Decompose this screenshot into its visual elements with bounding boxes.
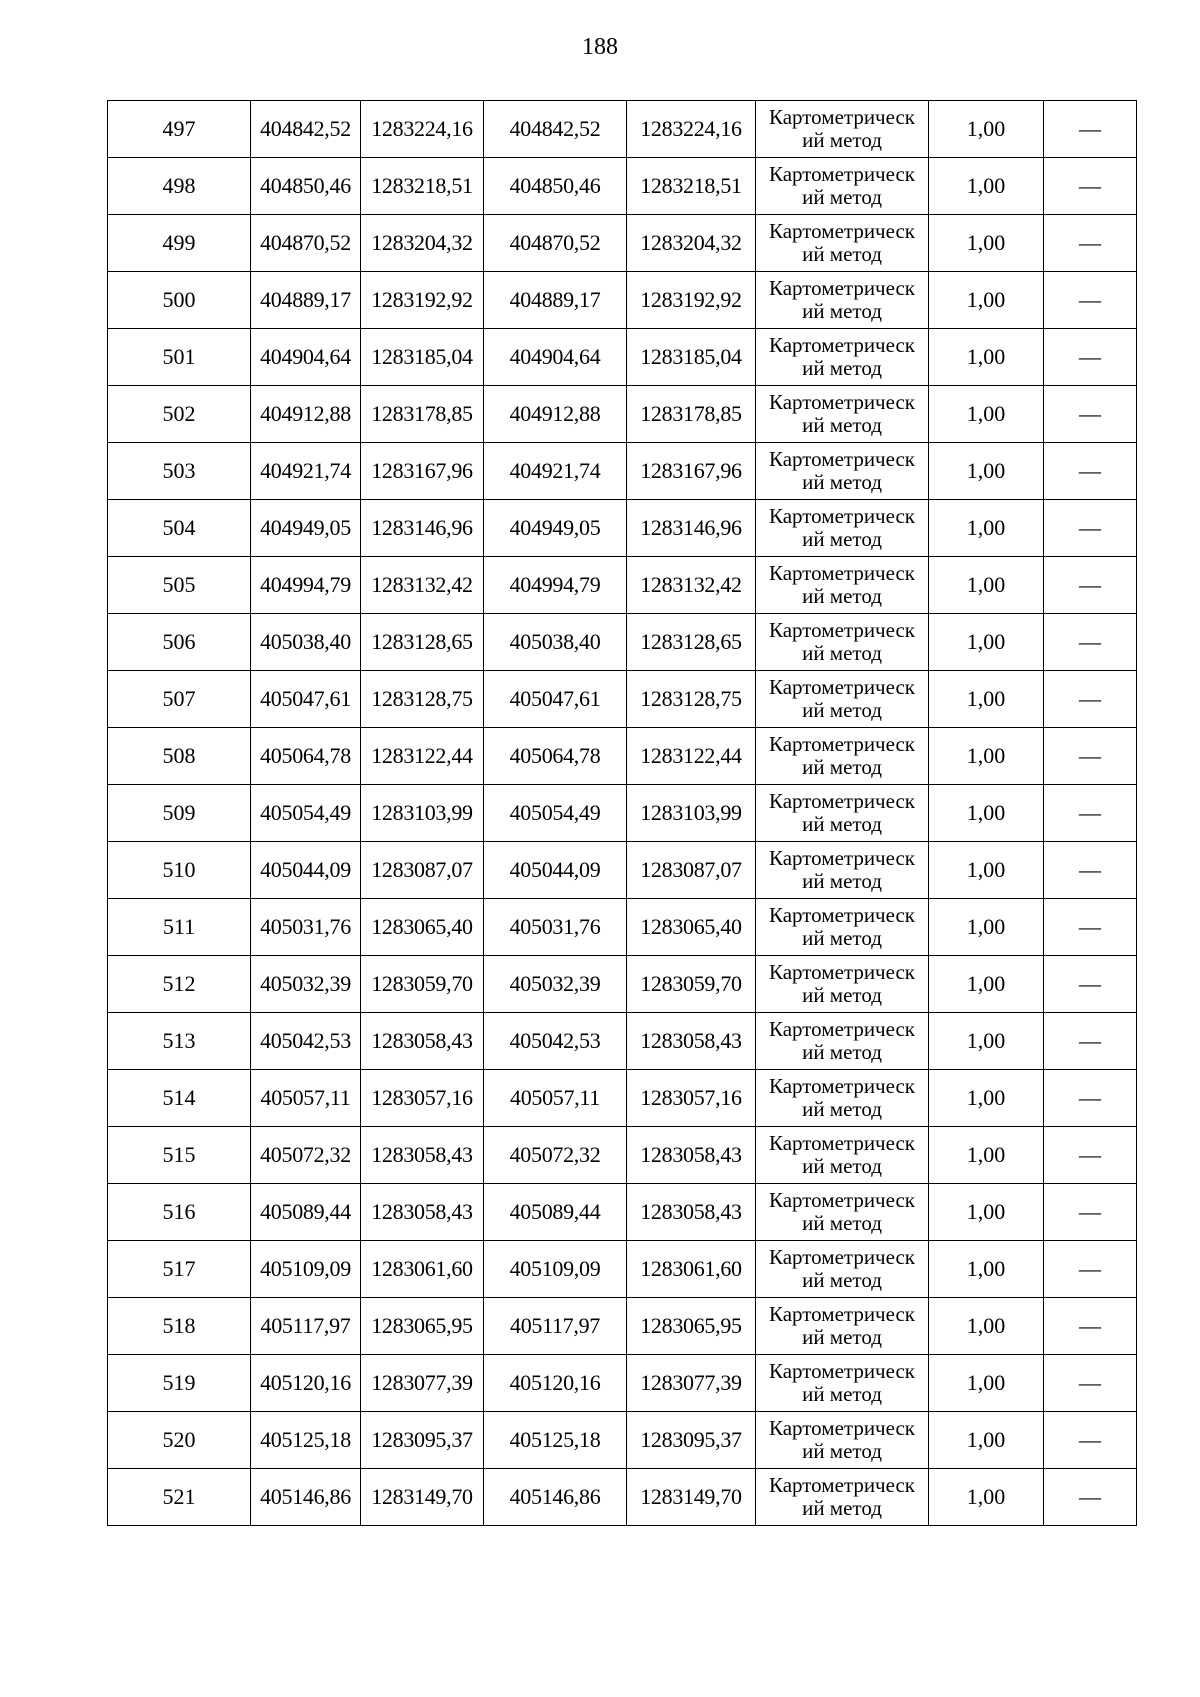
- point-number-cell: 516: [108, 1184, 251, 1241]
- method-cell: [756, 1469, 929, 1526]
- method-label-line1: Картометрическ: [769, 1359, 915, 1383]
- x-existing-cell: 405032,39: [251, 956, 361, 1013]
- point-number-cell: 517: [108, 1241, 251, 1298]
- table-row: [108, 1127, 1137, 1184]
- description-cell: —: [1044, 215, 1137, 272]
- point-number-cell: 504: [108, 500, 251, 557]
- point-number-cell: 515: [108, 1127, 251, 1184]
- precision-cell: 1,00: [929, 1412, 1044, 1469]
- method-cell: [756, 1298, 929, 1355]
- y-existing-cell: 1283095,37: [361, 1412, 484, 1469]
- description-cell: —: [1044, 101, 1137, 158]
- description-cell: —: [1044, 899, 1137, 956]
- table-row: [108, 272, 1137, 329]
- point-number-cell: 507: [108, 671, 251, 728]
- method-label-line1: Картометрическ: [769, 1017, 915, 1041]
- method-label-line1: Картометрическ: [769, 561, 915, 585]
- point-number-cell: 509: [108, 785, 251, 842]
- method-label-line2: ий метод: [802, 1496, 882, 1520]
- y-existing-cell: 1283058,43: [361, 1013, 484, 1070]
- description-cell: —: [1044, 842, 1137, 899]
- method-label-line2: ий метод: [802, 1268, 882, 1292]
- method-label-line2: ий метод: [802, 641, 882, 665]
- point-number-cell: 512: [108, 956, 251, 1013]
- method-label-line1: Картометрическ: [769, 105, 915, 129]
- point-number-cell: 510: [108, 842, 251, 899]
- x-existing-cell: 404921,74: [251, 443, 361, 500]
- x-new-cell: 405064,78: [484, 728, 627, 785]
- point-number-cell: 499: [108, 215, 251, 272]
- y-new-cell: 1283122,44: [627, 728, 756, 785]
- description-cell: —: [1044, 1412, 1137, 1469]
- method-cell: [756, 443, 929, 500]
- description-cell: —: [1044, 671, 1137, 728]
- method-label-line2: ий метод: [802, 812, 882, 836]
- x-new-cell: 405146,86: [484, 1469, 627, 1526]
- table-row: [108, 386, 1137, 443]
- method-label-line1: Картометрическ: [769, 1188, 915, 1212]
- precision-cell: 1,00: [929, 1013, 1044, 1070]
- point-number-cell: 521: [108, 1469, 251, 1526]
- table-row: [108, 158, 1137, 215]
- x-existing-cell: 405044,09: [251, 842, 361, 899]
- method-label-line1: Картометрическ: [769, 675, 915, 699]
- point-number-cell: 506: [108, 614, 251, 671]
- y-existing-cell: 1283122,44: [361, 728, 484, 785]
- point-number-cell: 513: [108, 1013, 251, 1070]
- y-existing-cell: 1283224,16: [361, 101, 484, 158]
- table-row: [108, 500, 1137, 557]
- y-existing-cell: 1283218,51: [361, 158, 484, 215]
- y-new-cell: 1283167,96: [627, 443, 756, 500]
- x-new-cell: 404842,52: [484, 101, 627, 158]
- method-label-line1: Картометрическ: [769, 276, 915, 300]
- y-new-cell: 1283065,40: [627, 899, 756, 956]
- y-existing-cell: 1283167,96: [361, 443, 484, 500]
- y-new-cell: 1283077,39: [627, 1355, 756, 1412]
- method-label-line2: ий метод: [802, 983, 882, 1007]
- x-new-cell: 404850,46: [484, 158, 627, 215]
- point-number-cell: 514: [108, 1070, 251, 1127]
- y-existing-cell: 1283065,95: [361, 1298, 484, 1355]
- x-new-cell: 405120,16: [484, 1355, 627, 1412]
- method-cell: [756, 557, 929, 614]
- method-cell: [756, 1127, 929, 1184]
- x-existing-cell: 405120,16: [251, 1355, 361, 1412]
- description-cell: —: [1044, 1298, 1137, 1355]
- x-new-cell: 405044,09: [484, 842, 627, 899]
- x-existing-cell: 404889,17: [251, 272, 361, 329]
- method-label-line1: Картометрическ: [769, 789, 915, 813]
- precision-cell: 1,00: [929, 158, 1044, 215]
- table-row: [108, 1070, 1137, 1127]
- x-existing-cell: 404870,52: [251, 215, 361, 272]
- table-row: [108, 728, 1137, 785]
- y-existing-cell: 1283065,40: [361, 899, 484, 956]
- method-label-line2: ий метод: [802, 1154, 882, 1178]
- x-existing-cell: 405089,44: [251, 1184, 361, 1241]
- y-existing-cell: 1283087,07: [361, 842, 484, 899]
- y-new-cell: 1283132,42: [627, 557, 756, 614]
- method-label-line1: Картометрическ: [769, 1302, 915, 1326]
- table-row: [108, 557, 1137, 614]
- y-existing-cell: 1283061,60: [361, 1241, 484, 1298]
- table-row: [108, 785, 1137, 842]
- method-label-line1: Картометрическ: [769, 390, 915, 414]
- description-cell: —: [1044, 329, 1137, 386]
- y-new-cell: 1283103,99: [627, 785, 756, 842]
- description-cell: —: [1044, 557, 1137, 614]
- precision-cell: 1,00: [929, 956, 1044, 1013]
- x-new-cell: 404994,79: [484, 557, 627, 614]
- table-row: [108, 1355, 1137, 1412]
- method-label-line2: ий метод: [802, 185, 882, 209]
- y-existing-cell: 1283146,96: [361, 500, 484, 557]
- x-existing-cell: 404850,46: [251, 158, 361, 215]
- precision-cell: 1,00: [929, 1298, 1044, 1355]
- x-new-cell: 405042,53: [484, 1013, 627, 1070]
- precision-cell: 1,00: [929, 386, 1044, 443]
- precision-cell: 1,00: [929, 1184, 1044, 1241]
- method-label-line1: Картометрическ: [769, 219, 915, 243]
- description-cell: —: [1044, 272, 1137, 329]
- table-row: [108, 1013, 1137, 1070]
- precision-cell: 1,00: [929, 329, 1044, 386]
- precision-cell: 1,00: [929, 671, 1044, 728]
- method-label-line2: ий метод: [802, 470, 882, 494]
- y-new-cell: 1283192,92: [627, 272, 756, 329]
- point-number-cell: 502: [108, 386, 251, 443]
- y-new-cell: 1283061,60: [627, 1241, 756, 1298]
- table-row: [108, 215, 1137, 272]
- method-label-line1: Картометрическ: [769, 1416, 915, 1440]
- table-row: [108, 614, 1137, 671]
- description-cell: —: [1044, 1127, 1137, 1184]
- y-new-cell: 1283204,32: [627, 215, 756, 272]
- point-number-cell: 505: [108, 557, 251, 614]
- point-number-cell: 518: [108, 1298, 251, 1355]
- precision-cell: 1,00: [929, 614, 1044, 671]
- table-row: [108, 1241, 1137, 1298]
- method-cell: [756, 101, 929, 158]
- x-existing-cell: 405038,40: [251, 614, 361, 671]
- y-existing-cell: 1283149,70: [361, 1469, 484, 1526]
- x-new-cell: 405054,49: [484, 785, 627, 842]
- method-label-line2: ий метод: [802, 1211, 882, 1235]
- precision-cell: 1,00: [929, 500, 1044, 557]
- description-cell: —: [1044, 500, 1137, 557]
- method-cell: [756, 329, 929, 386]
- method-label-line1: Картометрическ: [769, 960, 915, 984]
- method-cell: [756, 272, 929, 329]
- y-existing-cell: 1283058,43: [361, 1184, 484, 1241]
- point-number-cell: 497: [108, 101, 251, 158]
- method-label-line1: Картометрическ: [769, 447, 915, 471]
- precision-cell: 1,00: [929, 1070, 1044, 1127]
- x-new-cell: 405109,09: [484, 1241, 627, 1298]
- table-row: [108, 329, 1137, 386]
- description-cell: —: [1044, 1070, 1137, 1127]
- y-new-cell: 1283059,70: [627, 956, 756, 1013]
- method-label-line1: Картометрическ: [769, 903, 915, 927]
- x-new-cell: 405047,61: [484, 671, 627, 728]
- description-cell: —: [1044, 1355, 1137, 1412]
- method-cell: [756, 1013, 929, 1070]
- point-number-cell: 519: [108, 1355, 251, 1412]
- y-new-cell: 1283065,95: [627, 1298, 756, 1355]
- method-cell: [756, 1412, 929, 1469]
- y-new-cell: 1283058,43: [627, 1127, 756, 1184]
- precision-cell: 1,00: [929, 1241, 1044, 1298]
- x-existing-cell: 405042,53: [251, 1013, 361, 1070]
- precision-cell: 1,00: [929, 899, 1044, 956]
- x-existing-cell: 405117,97: [251, 1298, 361, 1355]
- precision-cell: 1,00: [929, 842, 1044, 899]
- precision-cell: 1,00: [929, 443, 1044, 500]
- table-row: [108, 1298, 1137, 1355]
- point-number-cell: 500: [108, 272, 251, 329]
- method-label-line1: Картометрическ: [769, 1473, 915, 1497]
- y-existing-cell: 1283128,65: [361, 614, 484, 671]
- method-label-line1: Картометрическ: [769, 1074, 915, 1098]
- table-row: [108, 899, 1137, 956]
- precision-cell: 1,00: [929, 1355, 1044, 1412]
- precision-cell: 1,00: [929, 728, 1044, 785]
- table-row: [108, 101, 1137, 158]
- x-existing-cell: 404904,64: [251, 329, 361, 386]
- y-existing-cell: 1283132,42: [361, 557, 484, 614]
- point-number-cell: 501: [108, 329, 251, 386]
- description-cell: —: [1044, 956, 1137, 1013]
- table-row: [108, 1469, 1137, 1526]
- y-existing-cell: 1283185,04: [361, 329, 484, 386]
- method-label-line1: Картометрическ: [769, 846, 915, 870]
- method-cell: [756, 386, 929, 443]
- method-cell: [756, 1184, 929, 1241]
- precision-cell: 1,00: [929, 101, 1044, 158]
- x-existing-cell: 405064,78: [251, 728, 361, 785]
- method-label-line1: Картометрическ: [769, 732, 915, 756]
- method-cell: [756, 842, 929, 899]
- y-existing-cell: 1283192,92: [361, 272, 484, 329]
- description-cell: —: [1044, 1469, 1137, 1526]
- x-new-cell: 405038,40: [484, 614, 627, 671]
- x-new-cell: 405117,97: [484, 1298, 627, 1355]
- description-cell: —: [1044, 1013, 1137, 1070]
- y-new-cell: 1283185,04: [627, 329, 756, 386]
- point-number-cell: 508: [108, 728, 251, 785]
- method-label-line1: Картометрическ: [769, 618, 915, 642]
- method-cell: [756, 785, 929, 842]
- method-label-line2: ий метод: [802, 584, 882, 608]
- y-new-cell: 1283057,16: [627, 1070, 756, 1127]
- y-new-cell: 1283058,43: [627, 1184, 756, 1241]
- method-label-line1: Картометрическ: [769, 162, 915, 186]
- x-new-cell: 405089,44: [484, 1184, 627, 1241]
- method-label-line2: ий метод: [802, 698, 882, 722]
- precision-cell: 1,00: [929, 215, 1044, 272]
- precision-cell: 1,00: [929, 785, 1044, 842]
- table-row: [108, 1184, 1137, 1241]
- y-new-cell: 1283128,75: [627, 671, 756, 728]
- precision-cell: 1,00: [929, 1127, 1044, 1184]
- description-cell: —: [1044, 1184, 1137, 1241]
- y-new-cell: 1283146,96: [627, 500, 756, 557]
- method-label-line1: Картометрическ: [769, 1131, 915, 1155]
- y-existing-cell: 1283058,43: [361, 1127, 484, 1184]
- method-label-line2: ий метод: [802, 527, 882, 551]
- x-new-cell: 404870,52: [484, 215, 627, 272]
- y-new-cell: 1283087,07: [627, 842, 756, 899]
- y-existing-cell: 1283077,39: [361, 1355, 484, 1412]
- description-cell: —: [1044, 728, 1137, 785]
- method-cell: [756, 614, 929, 671]
- method-cell: [756, 728, 929, 785]
- method-label-line2: ий метод: [802, 299, 882, 323]
- x-existing-cell: 405047,61: [251, 671, 361, 728]
- table-row: [108, 443, 1137, 500]
- x-existing-cell: 405057,11: [251, 1070, 361, 1127]
- x-existing-cell: 404842,52: [251, 101, 361, 158]
- method-cell: [756, 500, 929, 557]
- method-label-line1: Картометрическ: [769, 1245, 915, 1269]
- precision-cell: 1,00: [929, 1469, 1044, 1526]
- y-existing-cell: 1283057,16: [361, 1070, 484, 1127]
- x-new-cell: 405032,39: [484, 956, 627, 1013]
- point-number-cell: 498: [108, 158, 251, 215]
- y-new-cell: 1283095,37: [627, 1412, 756, 1469]
- x-existing-cell: 404912,88: [251, 386, 361, 443]
- method-cell: [756, 1070, 929, 1127]
- method-label-line2: ий метод: [802, 1325, 882, 1349]
- method-cell: [756, 671, 929, 728]
- table-row: [108, 842, 1137, 899]
- method-cell: [756, 899, 929, 956]
- description-cell: —: [1044, 614, 1137, 671]
- method-cell: [756, 158, 929, 215]
- x-new-cell: 405057,11: [484, 1070, 627, 1127]
- method-label-line2: ий метод: [802, 869, 882, 893]
- method-label-line2: ий метод: [802, 413, 882, 437]
- x-new-cell: 405031,76: [484, 899, 627, 956]
- x-new-cell: 405072,32: [484, 1127, 627, 1184]
- method-label-line2: ий метод: [802, 1040, 882, 1064]
- x-new-cell: 404949,05: [484, 500, 627, 557]
- x-new-cell: 404912,88: [484, 386, 627, 443]
- method-label-line2: ий метод: [802, 242, 882, 266]
- point-number-cell: 503: [108, 443, 251, 500]
- coordinates-table: [107, 100, 1137, 1526]
- y-new-cell: 1283058,43: [627, 1013, 756, 1070]
- method-label-line2: ий метод: [802, 1097, 882, 1121]
- y-new-cell: 1283224,16: [627, 101, 756, 158]
- method-cell: [756, 1355, 929, 1412]
- method-label-line2: ий метод: [802, 1382, 882, 1406]
- y-new-cell: 1283149,70: [627, 1469, 756, 1526]
- table-row: [108, 1412, 1137, 1469]
- point-number-cell: 511: [108, 899, 251, 956]
- page-number: 188: [582, 34, 618, 60]
- method-label-line2: ий метод: [802, 1439, 882, 1463]
- y-existing-cell: 1283103,99: [361, 785, 484, 842]
- x-existing-cell: 405072,32: [251, 1127, 361, 1184]
- precision-cell: 1,00: [929, 557, 1044, 614]
- point-number-cell: 520: [108, 1412, 251, 1469]
- y-existing-cell: 1283204,32: [361, 215, 484, 272]
- method-label-line1: Картометрическ: [769, 504, 915, 528]
- x-existing-cell: 405054,49: [251, 785, 361, 842]
- x-existing-cell: 404994,79: [251, 557, 361, 614]
- y-new-cell: 1283178,85: [627, 386, 756, 443]
- y-existing-cell: 1283059,70: [361, 956, 484, 1013]
- table-row: [108, 671, 1137, 728]
- description-cell: —: [1044, 386, 1137, 443]
- method-cell: [756, 956, 929, 1013]
- description-cell: —: [1044, 785, 1137, 842]
- method-label-line2: ий метод: [802, 356, 882, 380]
- x-existing-cell: 405109,09: [251, 1241, 361, 1298]
- method-label-line1: Картометрическ: [769, 333, 915, 357]
- x-existing-cell: 405125,18: [251, 1412, 361, 1469]
- y-new-cell: 1283128,65: [627, 614, 756, 671]
- x-new-cell: 405125,18: [484, 1412, 627, 1469]
- x-new-cell: 404921,74: [484, 443, 627, 500]
- y-new-cell: 1283218,51: [627, 158, 756, 215]
- description-cell: —: [1044, 158, 1137, 215]
- x-existing-cell: 405146,86: [251, 1469, 361, 1526]
- method-cell: [756, 1241, 929, 1298]
- x-existing-cell: 405031,76: [251, 899, 361, 956]
- method-label-line2: ий метод: [802, 128, 882, 152]
- y-existing-cell: 1283178,85: [361, 386, 484, 443]
- y-existing-cell: 1283128,75: [361, 671, 484, 728]
- method-label-line2: ий метод: [802, 755, 882, 779]
- x-existing-cell: 404949,05: [251, 500, 361, 557]
- x-new-cell: 404889,17: [484, 272, 627, 329]
- table-body: [108, 101, 1137, 1526]
- method-label-line2: ий метод: [802, 926, 882, 950]
- method-cell: [756, 215, 929, 272]
- table-row: [108, 956, 1137, 1013]
- description-cell: —: [1044, 1241, 1137, 1298]
- description-cell: —: [1044, 443, 1137, 500]
- precision-cell: 1,00: [929, 272, 1044, 329]
- x-new-cell: 404904,64: [484, 329, 627, 386]
